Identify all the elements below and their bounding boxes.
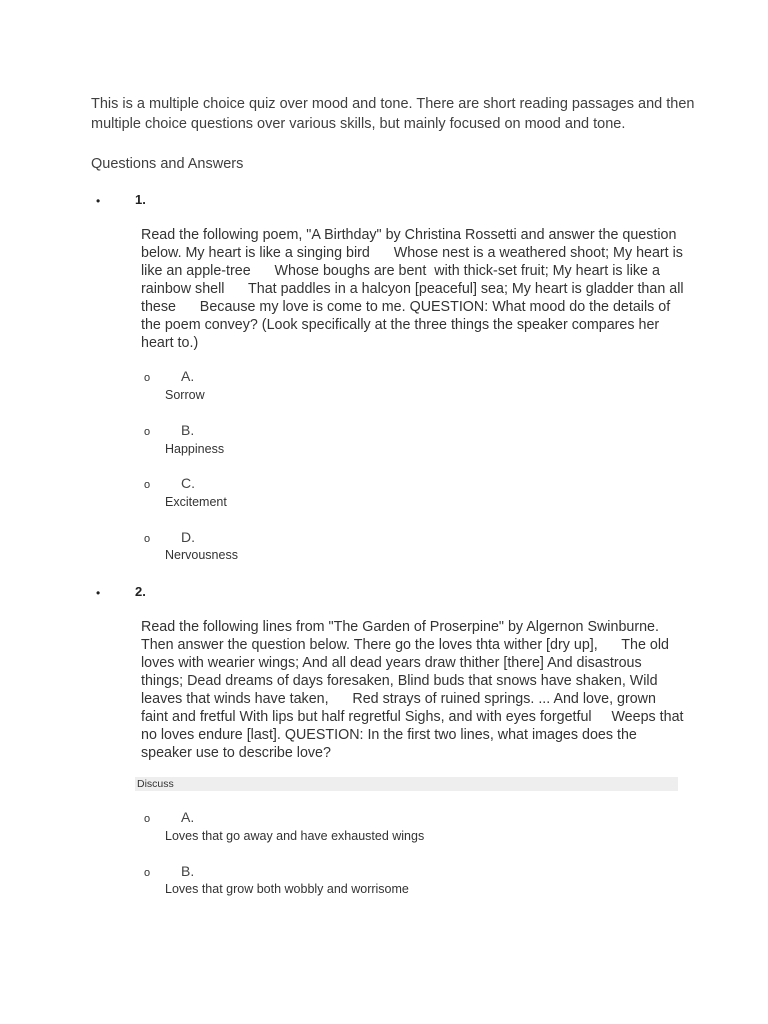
option-marker: o — [144, 426, 151, 438]
question-bullet: • — [96, 194, 101, 208]
option-text: Excitement — [165, 495, 227, 509]
option-text: Happiness — [165, 442, 225, 456]
question-number: 1. — [135, 192, 146, 207]
question-text: Read the following poem, "A Birthday" by Christina Rossetti and answer the question below. My heart is like a singing bird Whose nest is a weathered shoot; My heart is like an apple-tree Whose boughs are bent with thick-set fruit; My heart is like a rainbow shell That paddles in a halcyon [peaceful] sea; My heart is gladder than all these Because my love is come to me. QUESTION: What mood do the details of the poem convey? (Look specifically at the three things the speaker compares her heart to.) — [141, 227, 688, 351]
option-text: Sorrow — [165, 388, 205, 402]
option-marker: o — [144, 479, 151, 491]
option-marker: o — [144, 813, 151, 825]
option-letter: A. — [181, 368, 195, 384]
option-text: Loves that go away and have exhausted wings — [165, 829, 425, 843]
option-text: Loves that grow both wobbly and worrisome — [165, 882, 409, 896]
option-text: Nervousness — [165, 548, 238, 562]
section-title: Questions and Answers — [91, 156, 244, 172]
option-letter: D. — [181, 529, 195, 545]
question-text: Read the following lines from "The Garden of Proserpine" by Algernon Swinburne. Then answer the question below. There go the loves thta wither [dry up], The old loves with wearier wings; And all dead years draw thither [there] And disastrous things; Dead dreams of days foresaken, Blind buds that snows have shaken, Wild leaves that winds have taken, Red strays of ruined springs. ... And love, grown faint and fretful With lips but half regretful Sighs, and with eyes forgetful Weeps that no loves endure [last]. QUESTION: In the first two lines, what images does the speaker use to describe love? — [141, 619, 688, 761]
intro-paragraph: This is a multiple choice quiz over mood and tone. There are short reading passages and then multiple choice questions over various skills, but mainly focused on mood and tone. — [91, 96, 695, 132]
option-letter: A. — [181, 809, 195, 825]
question-bullet: • — [96, 586, 101, 600]
discuss-link[interactable]: Discuss — [135, 777, 678, 791]
option-letter: B. — [181, 863, 195, 879]
option-marker: o — [144, 867, 151, 879]
question-number: 2. — [135, 584, 146, 599]
option-letter: C. — [181, 475, 195, 491]
option-marker: o — [144, 372, 151, 384]
option-letter: B. — [181, 422, 195, 438]
option-marker: o — [144, 533, 151, 545]
